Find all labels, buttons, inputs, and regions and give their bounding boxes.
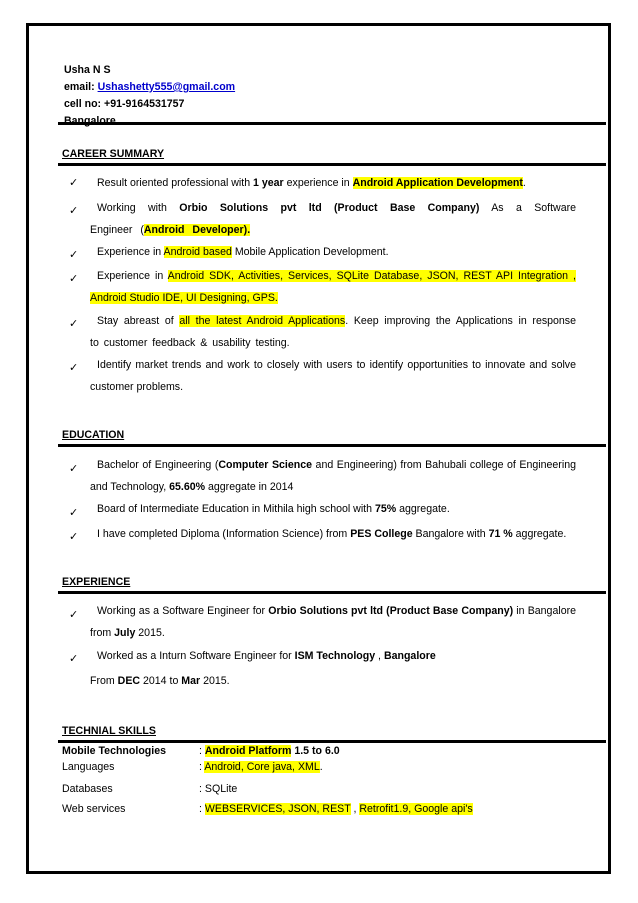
section-divider <box>58 444 606 447</box>
career-item: Experience in Android SDK, Activities, Services, SQLite Database, JSON, REST API Integration , Android Studio IDE, UI Designing, GPS. <box>90 270 577 304</box>
contact-block <box>64 62 235 130</box>
section-divider <box>58 740 606 743</box>
education-item: Board of Intermediate Education in Mithila high school with 75% aggregate. <box>97 503 450 515</box>
check-bullet-icon: ✓ <box>69 609 79 621</box>
career-item: Stay abreast of all the latest Android Applications. Keep improving the Applications in response to customer feedback & usability testing. <box>90 315 576 349</box>
education-item: I have completed Diploma (Information Science) from PES College Bangalore with 71 % aggregate. <box>97 528 567 540</box>
corner-mark <box>608 23 611 27</box>
education-title: EDUCATION <box>62 429 125 441</box>
career-summary-title: CAREER SUMMARY <box>62 148 165 160</box>
check-bullet-icon: ✓ <box>69 531 79 543</box>
career-item: Result oriented professional with 1 year experience in Android Application Development. <box>97 177 526 189</box>
experience-title: EXPERIENCE <box>62 576 131 588</box>
email-link[interactable]: Ushashetty555@gmail.com <box>97 81 236 93</box>
corner-mark <box>608 870 611 874</box>
check-bullet-icon: ✓ <box>69 653 79 665</box>
header-divider <box>58 122 606 125</box>
career-item: Working with Orbio Solutions pvt ltd (Product Base Company) As a Software Engineer (Android Developer). <box>90 202 577 236</box>
career-item: Identify market trends and work to closely with users to identify opportunities to innovate and solve customer problems. <box>90 359 576 393</box>
section-divider <box>58 591 606 594</box>
career-item: Experience in Android based Mobile Application Development. <box>97 246 389 258</box>
phone-line: cell no: +91-9164531757 <box>64 98 185 110</box>
email-line: email: Ushashetty555@gmail.com <box>64 81 236 93</box>
check-bullet-icon: ✓ <box>69 507 79 519</box>
check-bullet-icon: ✓ <box>69 205 79 217</box>
check-bullet-icon: ✓ <box>69 362 79 374</box>
corner-mark <box>26 23 29 27</box>
experience-item: Working as a Software Engineer for Orbio Solutions pvt ltd (Product Base Company) in Bangalore from July 2015. <box>90 605 577 639</box>
check-bullet-icon: ✓ <box>69 249 79 261</box>
skills-row-mobile: Mobile Technologies : Android Platform 1.5 to 6.0 <box>62 745 340 757</box>
city-line: Bangalore <box>64 115 116 127</box>
education-item: Bachelor of Engineering (Computer Science and Engineering) from Bahubali college of Engineering and Technology, 65.60% aggregate in 2014 <box>90 459 576 493</box>
experience-item-dates: From DEC 2014 to Mar 2015. <box>90 675 230 687</box>
skills-row-languages: Languages : Android, Core java, XML. <box>62 761 323 773</box>
corner-mark <box>26 870 29 874</box>
check-bullet-icon: ✓ <box>69 177 79 189</box>
skills-row-databases: Databases : SQLite <box>62 783 238 795</box>
check-bullet-icon: ✓ <box>69 273 79 285</box>
check-bullet-icon: ✓ <box>69 463 79 475</box>
check-bullet-icon: ✓ <box>69 318 79 330</box>
candidate-name: Usha N S <box>64 64 111 76</box>
section-divider <box>58 163 606 166</box>
skills-title: TECHNIAL SKILLS <box>62 725 156 737</box>
experience-item: Worked as a Inturn Software Engineer for ISM Technology , Bangalore <box>97 650 436 662</box>
skills-row-webservices: Web services : WEBSERVICES, JSON, REST , Retrofit1.9, Google api's <box>62 803 473 815</box>
